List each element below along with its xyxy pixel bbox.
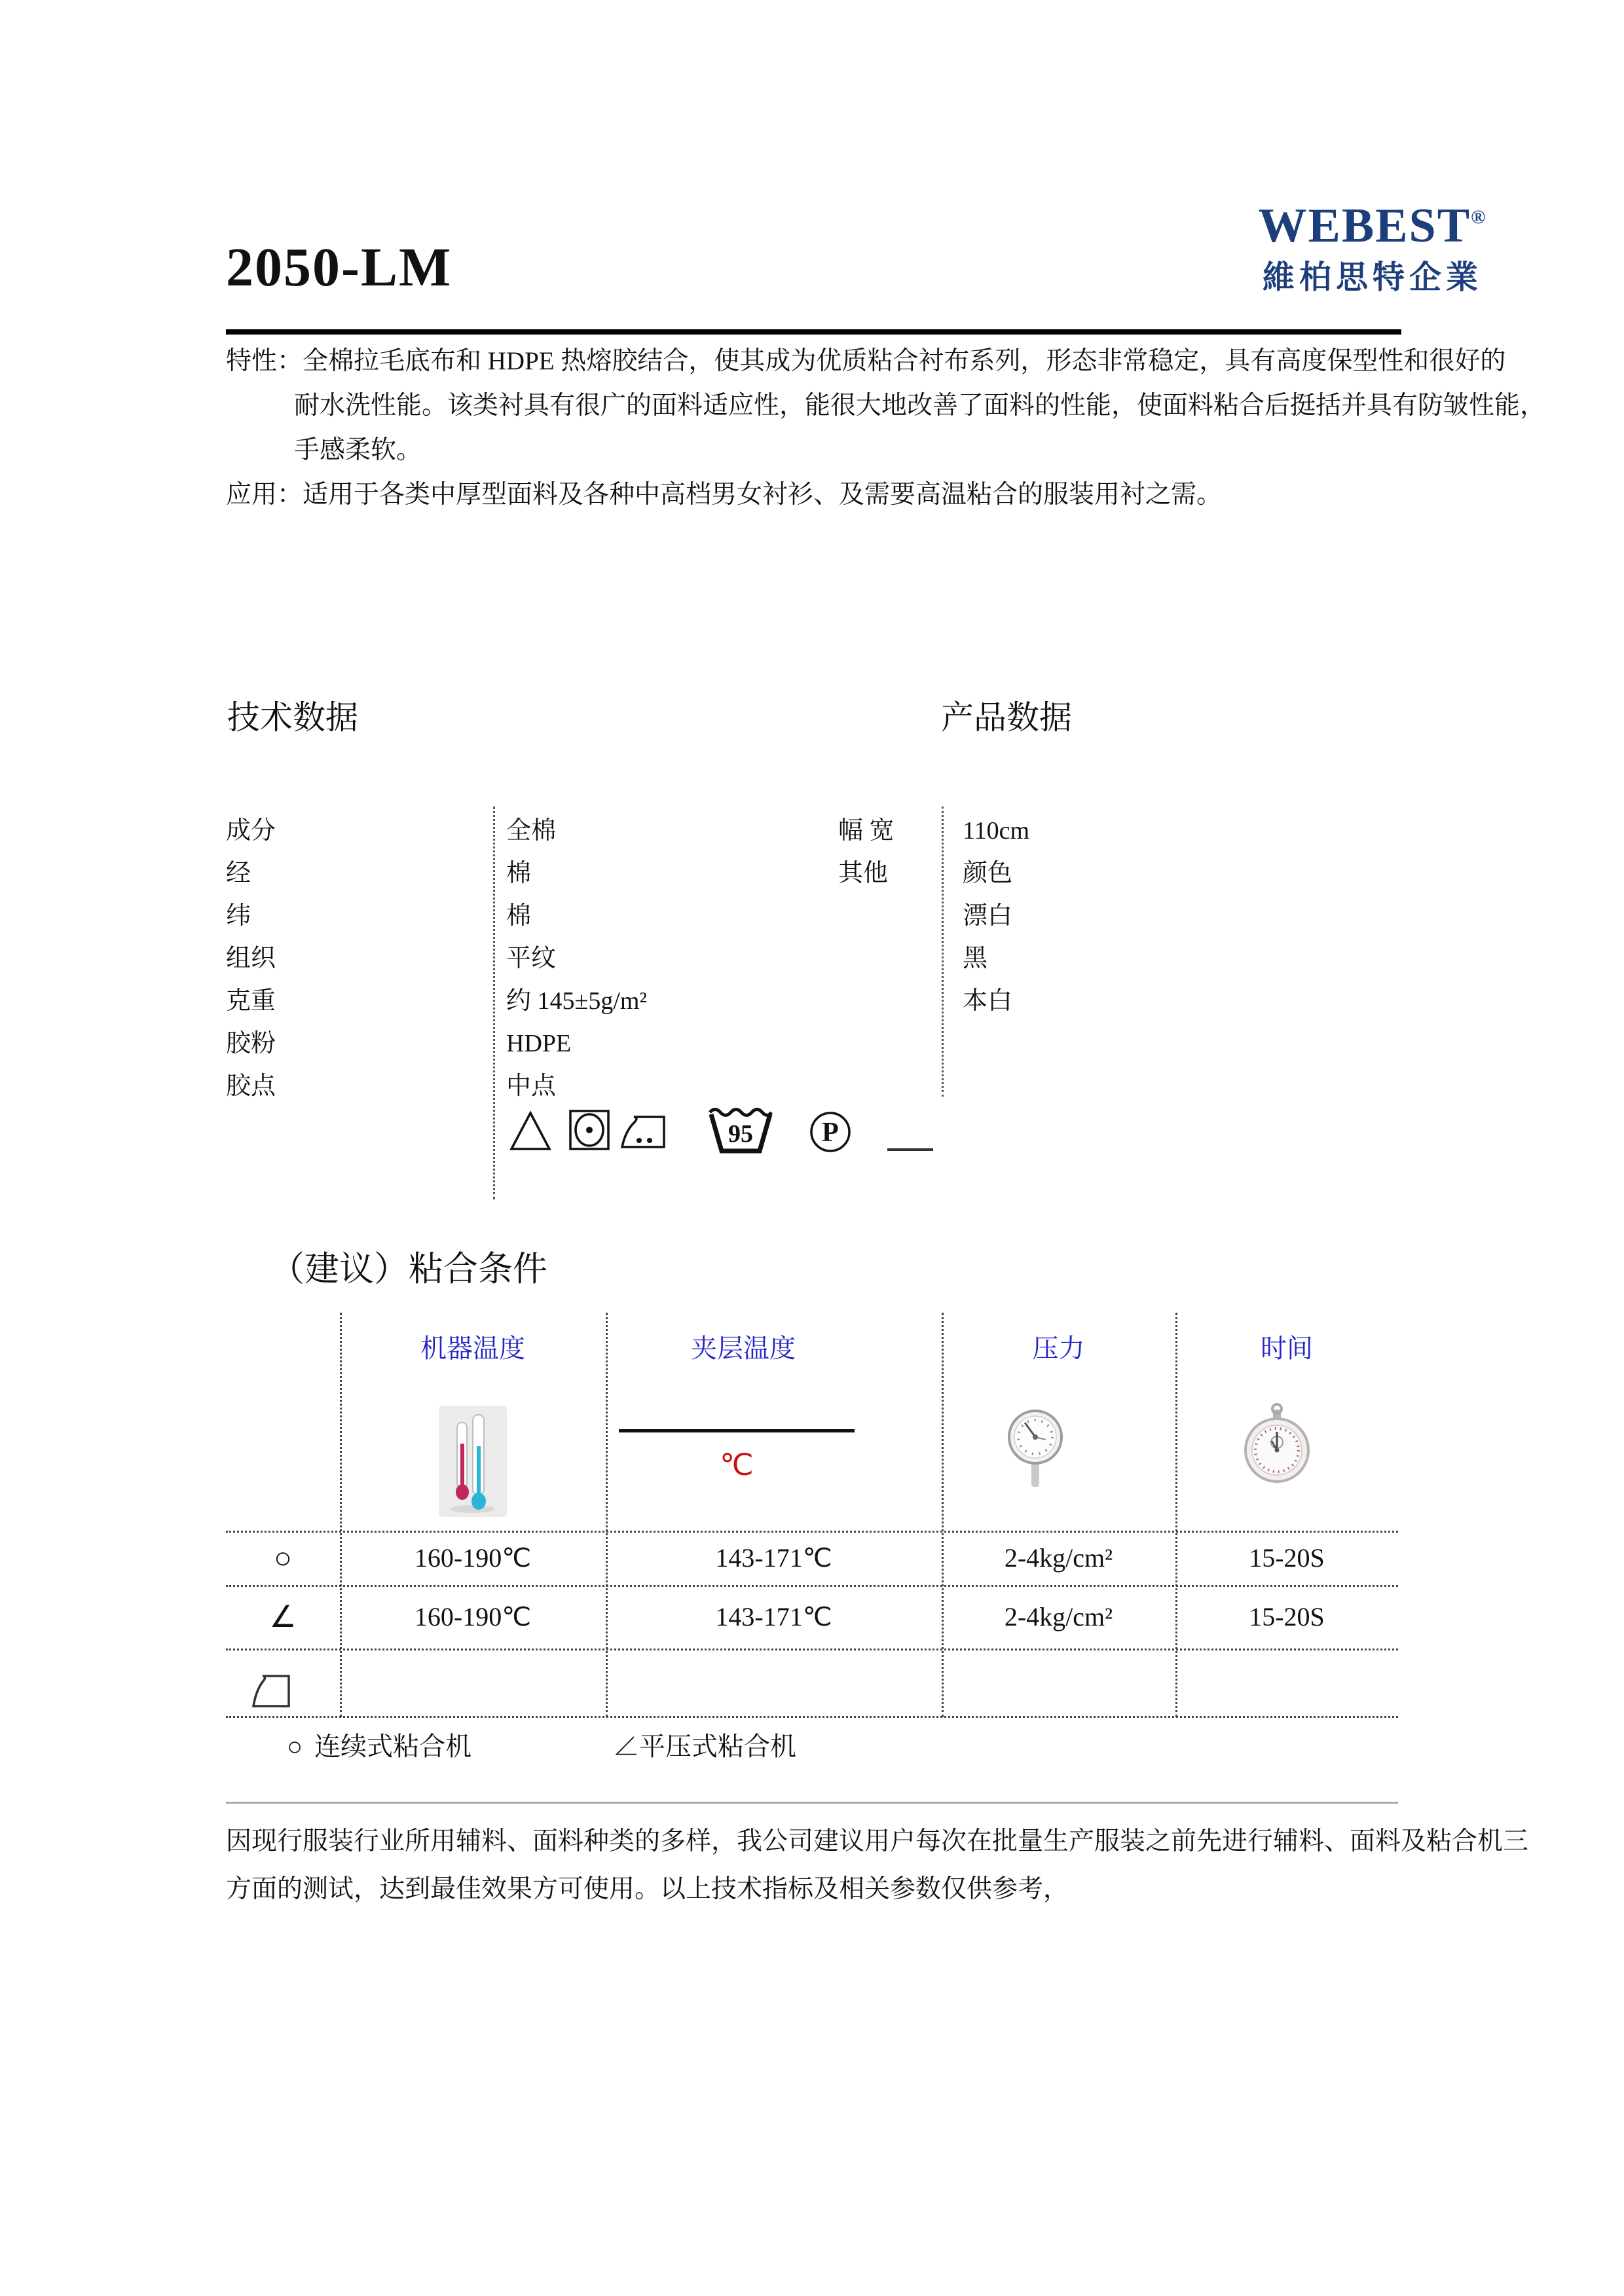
usage-label: 应用： (226, 481, 303, 509)
intro-paragraphs (226, 339, 1546, 517)
table-vline (942, 1313, 944, 1717)
brand-name (1230, 194, 1515, 253)
stopwatch-icon (1244, 1403, 1310, 1491)
circle-symbol: ○ (287, 1732, 303, 1761)
machine-temp-cell: 160-190℃ (414, 1543, 532, 1573)
tech-data-table (226, 811, 1401, 1207)
feature-line-1 (226, 339, 1506, 384)
blank-line-icon (887, 1148, 933, 1151)
machine-type-symbol: ∠ (269, 1600, 297, 1633)
footer-rule (226, 1802, 1398, 1804)
legend-continuous (287, 1726, 471, 1763)
wash-temp-value: 95 (728, 1120, 753, 1148)
product-color-value: 漂白 (963, 902, 1013, 930)
brand-logo (1230, 194, 1515, 298)
care-symbols-row (226, 1104, 1012, 1166)
footer-line-1: 因现行服装行业所用辅料、面料种类的多样，我公司建议用户每次在批量生产服装之前先进行辅料、面料及粘合机三 (226, 1827, 1529, 1855)
product-column-divider (942, 807, 944, 1097)
layer-temp-underline (619, 1429, 855, 1432)
table-hline (226, 1649, 1398, 1650)
table-vline (1175, 1313, 1177, 1717)
tech-row-label: 胶点 (226, 1072, 276, 1100)
tech-row-label: 纬 (226, 902, 251, 930)
tech-row-value: 约 145±5g/m² (506, 987, 647, 1015)
registered-mark-icon: ® (1471, 206, 1487, 228)
time-cell: 15-20S (1249, 1543, 1325, 1573)
pressure-cell: 2-4kg/cm² (1004, 1543, 1113, 1573)
section-heading-tech: 技术数据 (227, 699, 358, 736)
page-title: 2050-LM (226, 237, 452, 298)
table-vline (340, 1313, 342, 1717)
celsius-label: ℃ (720, 1448, 754, 1482)
tech-row-label: 组织 (226, 945, 276, 972)
col-header-pressure: 压力 (1032, 1334, 1085, 1363)
tech-row-label: 胶粉 (226, 1030, 276, 1057)
product-width-label: 幅 宽 (838, 817, 895, 845)
legend-continuous-label: 连续式粘合机 (314, 1732, 472, 1761)
tumble-dry-icon (568, 1109, 610, 1151)
section-heading-product: 产品数据 (941, 699, 1072, 736)
wash-95-icon (708, 1105, 773, 1155)
product-other-label: 其他 (838, 860, 889, 887)
machine-type-symbol: ○ (274, 1541, 292, 1575)
company-name: 維柏思特企業 (1262, 259, 1483, 295)
col-header-machine-temp: 机器温度 (420, 1334, 525, 1363)
iron-symbol-icon (251, 1673, 293, 1718)
angle-symbol: ∠ (613, 1732, 639, 1761)
feature-line-3: 手感柔软。 (294, 436, 422, 464)
usage-line (226, 473, 1503, 517)
bonding-heading: （建议）粘合条件 (270, 1250, 547, 1288)
tech-row-value: 平纹 (506, 945, 557, 972)
dry-clean-letter: P (822, 1118, 839, 1148)
product-color-value: 黑 (963, 945, 988, 972)
dry-clean-p-icon (809, 1110, 852, 1154)
footer-note (226, 1817, 1529, 1913)
product-color-label: 颜色 (963, 860, 1013, 887)
table-vline (606, 1313, 608, 1717)
bonding-table (226, 1313, 1398, 1717)
feature-text-1: 全棉拉毛底布和 HDPE 热熔胶结合，使其成为优质粘合衬布系列，形态非常稳定，具有高度保型性和很好的 (303, 347, 1506, 375)
time-cell: 15-20S (1249, 1602, 1325, 1631)
product-color-value: 本白 (963, 987, 1013, 1015)
layer-temp-cell: 143-171℃ (715, 1602, 832, 1631)
title-rule (226, 329, 1401, 335)
tech-row-value: 中点 (506, 1072, 557, 1100)
product-width-value: 110cm (963, 817, 1030, 845)
table-hline (226, 1716, 1398, 1718)
tech-row-value: 棉 (506, 902, 532, 930)
tech-row-label: 经 (226, 860, 251, 887)
machine-temp-cell: 160-190℃ (414, 1602, 532, 1631)
footer-line-2: 方面的测试，达到最佳效果方可使用。以上技术指标及相关参数仅供参考， (226, 1875, 1069, 1903)
feature-line-2: 耐水洗性能。该类衬具有很广的面料适应性，能很大地改善了面料的性能，使面料粘合后挺括并具有防皱性能， (294, 392, 1546, 420)
layer-temp-cell: 143-171℃ (715, 1543, 832, 1573)
tech-row-value: 全棉 (506, 817, 557, 845)
bleach-triangle-icon (509, 1110, 551, 1152)
tech-row-value: 棉 (506, 860, 532, 887)
pressure-gauge-icon (1008, 1404, 1063, 1503)
tech-row-value: HDPE (506, 1030, 572, 1057)
thermometer-icon (439, 1406, 507, 1523)
tech-row-label: 克重 (226, 987, 276, 1015)
col-header-layer-temp: 夹层温度 (691, 1334, 796, 1363)
pressure-cell: 2-4kg/cm² (1004, 1602, 1113, 1631)
legend-flat-press (613, 1726, 796, 1763)
col-header-time: 时间 (1261, 1334, 1313, 1363)
feature-label: 特性： (226, 347, 303, 375)
iron-two-dots-icon (619, 1114, 668, 1151)
legend-flat-press-label: 平压式粘合机 (639, 1732, 796, 1761)
tech-row-label: 成分 (226, 817, 276, 845)
brand-text: WEBEST (1258, 199, 1471, 253)
usage-text: 适用于各类中厚型面料及各种中高档男女衬衫、及需要高温粘合的服装用衬之需。 (303, 481, 1223, 509)
